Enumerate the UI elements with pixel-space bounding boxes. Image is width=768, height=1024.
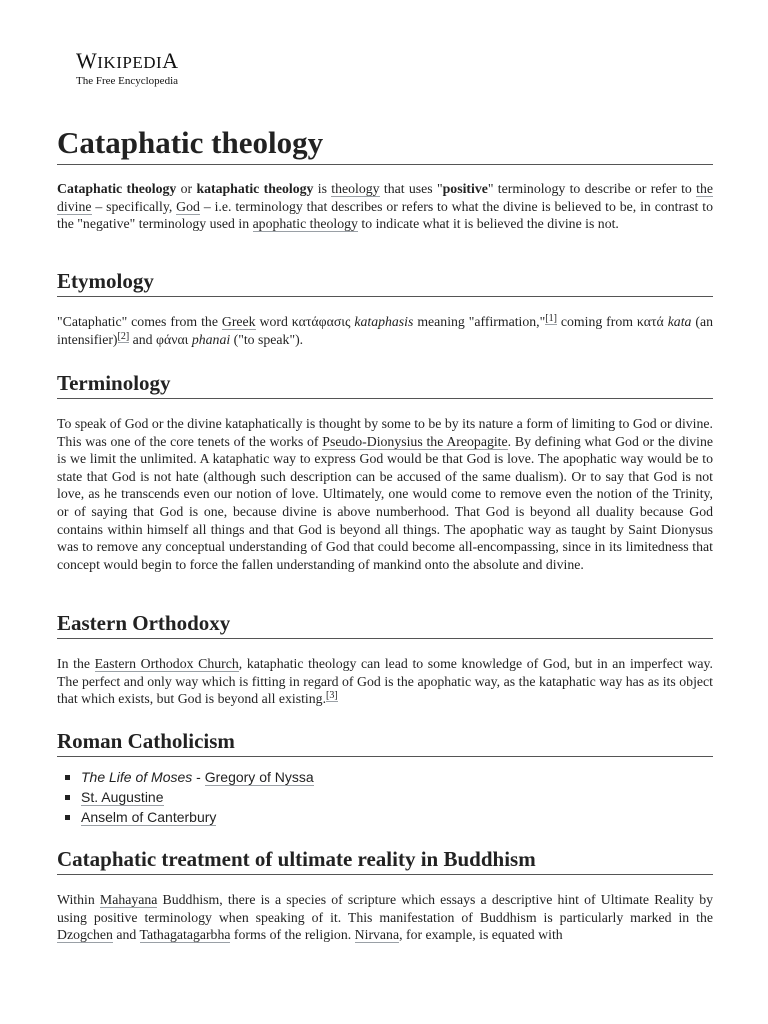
logo-tagline: The Free Encyclopedia (76, 75, 179, 87)
bullet-icon (65, 775, 70, 780)
eastern-orthodoxy-section (57, 610, 713, 708)
text: forms of the religion. (230, 927, 355, 943)
text: Within (57, 892, 100, 907)
list-item (57, 787, 713, 807)
text: - (192, 769, 205, 785)
text: ("to speak"). (230, 331, 304, 347)
text: In the (57, 656, 95, 671)
bold-term: kataphatic theology (196, 181, 314, 196)
link-gregory-of-nyssa[interactable]: Gregory of Nyssa (204, 769, 314, 785)
reference-link[interactable]: [3] (326, 690, 338, 702)
link-god[interactable]: God (176, 198, 200, 214)
work-title: The Life of Moses (81, 769, 193, 785)
text: . By defining what God or the divine is we limit the unlimited. A kataphatic way to express God would be that God is love. The apophatic way would be to state that God is not hate (although such description can be accused of the same dualism). Or to say that God is not love, as he transcends even our notion of love. Ultimately, one would come to remove even the notion of the Trinity, or of saying that God is one, because divine is above numberhood. That God is beyond all duality because God contains within himself all things and that God is beyond all things. The apophatic way as taught by Saint Dionysus was to remove any conceptual understanding of God that could become all-encompassing, since in its limitedness that concept would begin to force the fallen understanding of mankind onto the absolute and divine. (57, 433, 714, 572)
text: coming from κατά (556, 314, 668, 329)
link-mahayana[interactable]: Mahayana (99, 892, 158, 907)
terminology-section (57, 370, 713, 573)
buddhism-section (57, 846, 713, 944)
bold-term: Cataphatic theology (57, 181, 177, 196)
logo-letter-w: W (76, 48, 98, 73)
eastern-orthodoxy-paragraph (57, 655, 713, 708)
list-item (57, 807, 713, 827)
text: , kataphatic theology can lead to some knowledge of God, but in an imperfect way. The perfect and only way which is fitting in regard of God is the apophatic way, as the kataphatic way has as its object that which exists, but God is beyond all existing. (57, 656, 713, 707)
roman-catholicism-list (57, 767, 713, 827)
link-st-augustine[interactable]: St. Augustine (81, 789, 164, 805)
text: meaning "affirmation," (413, 314, 546, 329)
link-the-divine[interactable]: the divine (57, 181, 713, 214)
page-title: Cataphatic theology (57, 124, 713, 165)
italic-term: kata (667, 314, 692, 329)
text: and (112, 927, 140, 943)
italic-term: kataphasis (354, 314, 414, 329)
logo-wordmark (76, 49, 179, 75)
bullet-icon (65, 815, 70, 820)
text: (an intensifier) (57, 314, 713, 347)
text: – i.e. terminology that describes or refers to what the divine is believed to be, in contrast to the "negative" terminology used in (57, 198, 713, 232)
heading-etymology: Etymology (57, 268, 713, 297)
heading-terminology: Terminology (57, 370, 713, 399)
text: " terminology to describe or refer to (487, 181, 697, 196)
link-dzogchen[interactable]: Dzogchen (57, 927, 113, 943)
reference-link[interactable]: [1] (545, 313, 557, 324)
logo-letters: IKIPEDI (97, 53, 163, 72)
etymology-section (57, 268, 713, 348)
reference-3[interactable] (326, 690, 338, 702)
text: or (176, 181, 197, 196)
buddhism-paragraph (57, 891, 713, 944)
list-item (57, 767, 713, 787)
reference-link[interactable]: [2] (117, 330, 130, 342)
heading-roman-catholicism: Roman Catholicism (57, 728, 713, 757)
roman-catholicism-section (57, 728, 713, 827)
text: word κατάφασις (255, 314, 355, 329)
reference-2[interactable] (118, 331, 130, 343)
italic-term: phanai (191, 331, 231, 347)
text: Buddhism, there is a species of scripture which essays a descriptive hint of Ultimate Reality by using positive terminology when speaking of it. This manifestation of Buddhism is particularly marked in the (57, 892, 713, 925)
link-apophatic-theology[interactable]: apophatic theology (252, 216, 358, 232)
intro-paragraph (57, 180, 713, 233)
etymology-paragraph (57, 313, 713, 348)
bullet-icon (65, 795, 70, 800)
logo-letter-a: A (162, 48, 179, 73)
reference-1[interactable] (545, 313, 557, 325)
text: is (313, 181, 332, 196)
link-anselm-of-canterbury[interactable]: Anselm of Canterbury (81, 809, 217, 825)
link-theology[interactable]: theology (331, 181, 380, 196)
link-greek[interactable]: Greek (221, 314, 256, 329)
text: and φάναι (129, 331, 192, 347)
link-pseudo-dionysius[interactable]: Pseudo-Dionysius the Areopagite (322, 433, 508, 449)
link-tathagatagarbha[interactable]: Tathagatagarbha (139, 927, 231, 943)
text: To speak of God or the divine kataphatically is thought by some to be by its nature a form of limiting to God or divine. This was one of the core tenets of the works of (57, 416, 713, 449)
article-content (57, 124, 714, 943)
text: , for example, is equated with (399, 927, 563, 943)
link-eastern-orthodox-church[interactable]: Eastern Orthodox Church (94, 656, 239, 671)
heading-eastern-orthodoxy: Eastern Orthodoxy (57, 610, 713, 639)
text: – specifically, (91, 198, 177, 214)
intro-section (57, 180, 713, 233)
heading-buddhism: Cataphatic treatment of ultimate reality in Buddhism (57, 846, 713, 875)
text: to indicate what it is believed the divine is not. (357, 216, 619, 232)
wikipedia-logo[interactable] (76, 49, 179, 88)
text: that uses " (379, 181, 443, 196)
link-nirvana[interactable]: Nirvana (354, 927, 400, 943)
bold-term: positive (442, 181, 488, 196)
terminology-paragraph (57, 415, 713, 573)
text: "Cataphatic" comes from the (57, 314, 222, 329)
